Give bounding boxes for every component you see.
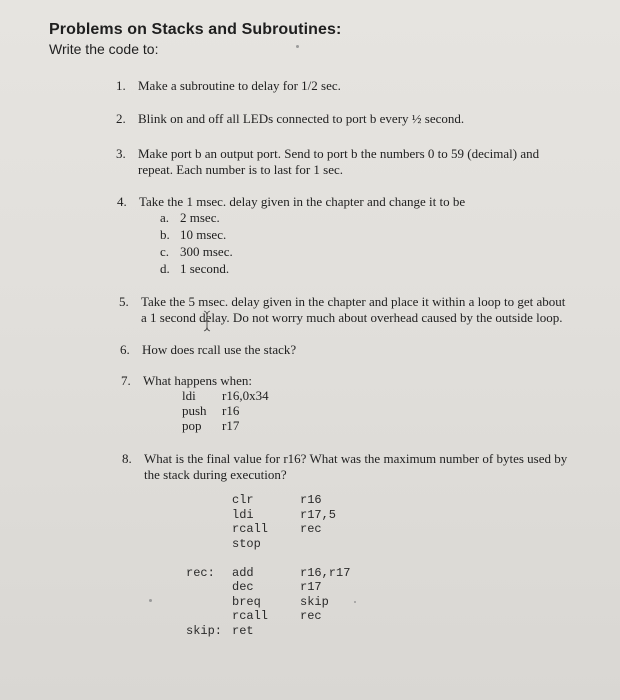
question-5 bbox=[119, 294, 599, 326]
asm-args: r17 bbox=[222, 418, 240, 433]
subitem-d bbox=[160, 261, 229, 277]
subitem-b bbox=[160, 227, 226, 243]
question-number: 6. bbox=[120, 342, 130, 357]
code-op: rcall bbox=[232, 522, 269, 536]
question-number: 7. bbox=[121, 373, 131, 388]
asm-args: r16 bbox=[222, 403, 240, 418]
subitem-text: 2 msec. bbox=[180, 210, 220, 225]
question-number: 5. bbox=[119, 294, 129, 309]
question-3 bbox=[116, 146, 586, 178]
question-text: How does rcall use the stack? bbox=[142, 342, 297, 357]
question-text: Blink on and off all LEDs connected to port b every ½ second. bbox=[138, 111, 465, 126]
question-1 bbox=[116, 78, 586, 94]
subitem-c bbox=[160, 244, 233, 260]
code-args: rec bbox=[300, 609, 322, 623]
question-2 bbox=[116, 111, 586, 127]
speck-mark bbox=[354, 601, 356, 603]
code-op: add bbox=[232, 566, 254, 580]
question-text-line2: the stack during execution? bbox=[144, 467, 287, 482]
subitem-text: 300 msec. bbox=[180, 244, 233, 259]
asm-args: r16,0x34 bbox=[222, 388, 269, 403]
code-op: dec bbox=[232, 580, 254, 594]
question-number: 8. bbox=[122, 451, 132, 466]
question-6 bbox=[120, 342, 590, 358]
code-op: stop bbox=[232, 537, 261, 551]
question-text-line1: Make port b an output port. Send to port b the numbers 0 to 59 (decimal) and bbox=[138, 146, 540, 161]
question-text-line2: repeat. Each number is to last for 1 sec. bbox=[138, 162, 344, 177]
text-cursor-icon bbox=[203, 310, 211, 332]
speck-mark bbox=[149, 599, 152, 602]
code-args: r17,5 bbox=[300, 508, 337, 522]
subitem-text: 1 second. bbox=[180, 261, 230, 276]
code-op: ldi bbox=[232, 508, 254, 522]
subitem-letter: b. bbox=[160, 227, 170, 242]
question-number: 1. bbox=[116, 78, 126, 93]
question-text: Take the 1 msec. delay given in the chapter and change it to be bbox=[139, 194, 466, 209]
subitem-text: 10 msec. bbox=[180, 227, 227, 242]
question-8 bbox=[122, 451, 592, 483]
question-text-line1: Take the 5 msec. delay given in the chapter and place it within a loop to get about bbox=[141, 294, 566, 309]
question-number: 2. bbox=[116, 111, 126, 126]
subitem-letter: a. bbox=[160, 210, 170, 225]
question-number: 3. bbox=[116, 146, 126, 161]
code-label-rec: rec: bbox=[186, 566, 215, 580]
code-args: r17 bbox=[300, 580, 322, 594]
code-label-skip: skip: bbox=[186, 624, 223, 638]
page-subtitle: Write the code to: bbox=[49, 41, 159, 57]
page-title: Problems on Stacks and Subroutines: bbox=[49, 21, 342, 38]
code-op: ret bbox=[232, 624, 254, 638]
code-args: rec bbox=[300, 522, 322, 536]
code-op: breq bbox=[232, 595, 261, 609]
asm-op: push bbox=[182, 403, 207, 418]
code-op: clr bbox=[232, 493, 254, 507]
speck-mark bbox=[296, 45, 299, 48]
question-number: 4. bbox=[117, 194, 127, 209]
code-args: r16 bbox=[300, 493, 322, 507]
subitem-letter: d. bbox=[160, 261, 170, 276]
subitem-letter: c. bbox=[160, 244, 170, 259]
question-4 bbox=[117, 194, 587, 210]
question-text: What happens when: bbox=[143, 373, 253, 388]
question-text-line2: a 1 second delay. Do not worry much about overhead caused by the outside loop. bbox=[141, 310, 563, 325]
question-7 bbox=[121, 373, 591, 389]
subitem-a bbox=[160, 210, 220, 226]
question-text: Make a subroutine to delay for 1/2 sec. bbox=[138, 78, 341, 93]
question-text-line1: What is the final value for r16? What was the maximum number of bytes used by bbox=[144, 451, 568, 466]
code-op: rcall bbox=[232, 609, 269, 623]
asm-op: pop bbox=[182, 418, 202, 433]
code-args: skip bbox=[300, 595, 329, 609]
code-args: r16,r17 bbox=[300, 566, 351, 580]
asm-op: ldi bbox=[182, 388, 196, 403]
